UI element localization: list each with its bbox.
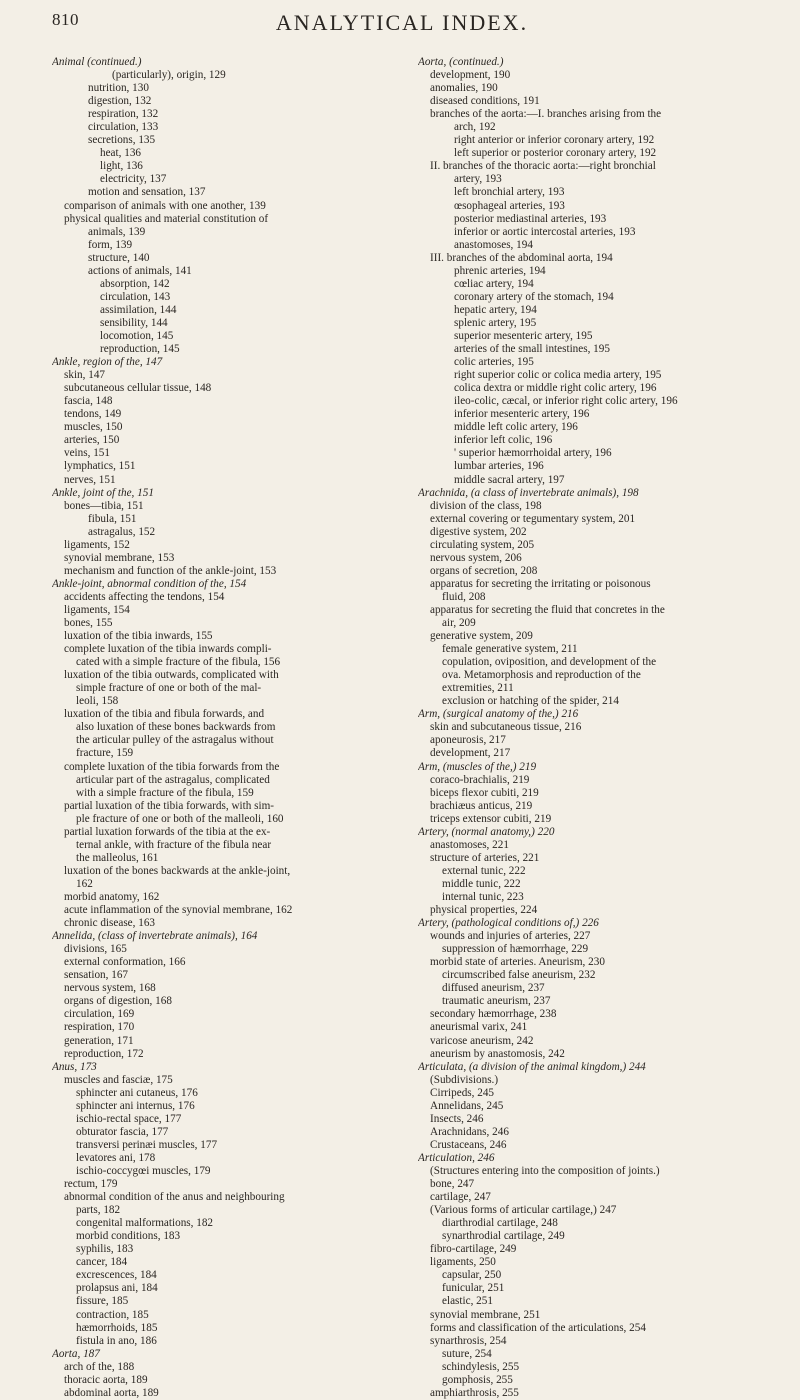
index-entry: fluid, 208 bbox=[442, 590, 486, 603]
index-entry: III. branches of the abdominal aorta, 194 bbox=[430, 251, 613, 264]
index-entry: absorption, 142 bbox=[100, 277, 170, 290]
index-entry: cœliac artery, 194 bbox=[454, 277, 534, 290]
index-entry: circulation, 133 bbox=[88, 121, 159, 134]
index-entry: sensation, 167 bbox=[64, 969, 129, 982]
index-entry: accidents affecting the tendons, 154 bbox=[64, 590, 225, 603]
index-entry: rectum, 179 bbox=[64, 1178, 118, 1191]
index-entry: suppression of hæmorrhage, 229 bbox=[442, 943, 589, 956]
index-entry: mechanism and function of the ankle-joint, 153 bbox=[64, 564, 277, 577]
index-entry: synarthrodial cartilage, 249 bbox=[442, 1230, 565, 1243]
index-entry: circulation, 143 bbox=[100, 290, 171, 303]
index-entry: muscles and fasciæ, 175 bbox=[64, 1073, 173, 1086]
index-entry: biceps flexor cubiti, 219 bbox=[430, 786, 539, 799]
index-entry: middle left colic artery, 196 bbox=[454, 421, 578, 434]
index-entry: syphilis, 183 bbox=[76, 1243, 134, 1256]
index-entry: female generative system, 211 bbox=[442, 643, 578, 656]
index-entry: lymphatics, 151 bbox=[64, 460, 136, 473]
index-entry: congenital malformations, 182 bbox=[76, 1217, 214, 1230]
index-entry: physical qualities and material constitution of bbox=[64, 212, 269, 225]
index-entry: fibro-cartilage, 249 bbox=[430, 1243, 517, 1256]
index-entry: sphincter ani cutaneus, 176 bbox=[76, 1086, 198, 1099]
index-entry: muscles, 150 bbox=[64, 421, 123, 434]
index-entry: parts, 182 bbox=[76, 1204, 121, 1217]
index-entry: triceps extensor cubiti, 219 bbox=[430, 812, 552, 825]
index-entry: lumbar arteries, 196 bbox=[454, 460, 544, 473]
index-entry: hepatic artery, 194 bbox=[454, 303, 537, 316]
index-entry: morbid conditions, 183 bbox=[76, 1230, 181, 1243]
index-entry: suture, 254 bbox=[442, 1347, 492, 1360]
index-heading: Ankle, joint of the, 151 bbox=[52, 486, 154, 499]
index-entry: gomphosis, 255 bbox=[442, 1373, 513, 1386]
index-entry: Annelidans, 245 bbox=[430, 1099, 504, 1112]
index-entry: anastomoses, 221 bbox=[430, 838, 509, 851]
index-entry: circulation, 169 bbox=[64, 1008, 135, 1021]
index-entry: complete luxation of the tibia inwards compli- bbox=[64, 643, 272, 656]
index-entry: sphincter ani internus, 176 bbox=[76, 1099, 195, 1112]
index-entry: splenic artery, 195 bbox=[454, 316, 537, 329]
index-entry: air, 209 bbox=[442, 617, 476, 630]
index-entry: leoli, 158 bbox=[76, 695, 119, 708]
index-entry: varicose aneurism, 242 bbox=[430, 1034, 534, 1047]
index-entry: Arachnidans, 246 bbox=[430, 1125, 509, 1138]
index-entry: artery, 193 bbox=[454, 173, 502, 186]
index-entry: phrenic arteries, 194 bbox=[454, 264, 546, 277]
index-entry: apparatus for secreting the fluid that concretes in the bbox=[430, 603, 665, 616]
index-heading: Articulata, (a division of the animal kingdom,) 244 bbox=[418, 1060, 646, 1073]
index-entry: sensibility, 144 bbox=[100, 316, 168, 329]
index-entry: (Structures entering into the composition of joints.) bbox=[430, 1164, 660, 1177]
index-entry: superior mesenteric artery, 195 bbox=[454, 329, 593, 342]
index-entry: capsular, 250 bbox=[442, 1269, 502, 1282]
index-entry: Insects, 246 bbox=[430, 1112, 484, 1125]
index-entry: motion and sensation, 137 bbox=[88, 186, 206, 199]
index-column-right bbox=[418, 56, 788, 1400]
index-entry: arteries, 150 bbox=[64, 434, 120, 447]
index-entry: prolapsus ani, 184 bbox=[76, 1282, 158, 1295]
index-entry: traumatic aneurism, 237 bbox=[442, 995, 551, 1008]
index-entry: extremities, 211 bbox=[442, 682, 514, 695]
index-heading: Artery, (normal anatomy,) 220 bbox=[418, 825, 555, 838]
index-entry: synovial membrane, 153 bbox=[64, 551, 175, 564]
index-entry: synarthrosis, 254 bbox=[430, 1334, 507, 1347]
index-entry: inferior left colic, 196 bbox=[454, 434, 553, 447]
index-entry: heat, 136 bbox=[100, 147, 142, 160]
index-entry: fascia, 148 bbox=[64, 395, 113, 408]
index-heading: Ankle, region of the, 147 bbox=[52, 356, 163, 369]
index-entry: levatores ani, 178 bbox=[76, 1151, 156, 1164]
index-entry: diseased conditions, 191 bbox=[430, 95, 540, 108]
index-entry: posterior mediastinal arteries, 193 bbox=[454, 212, 607, 225]
index-entry: structure of arteries, 221 bbox=[430, 851, 540, 864]
index-entry: divisions, 165 bbox=[64, 943, 127, 956]
index-entry: tendons, 149 bbox=[64, 408, 122, 421]
index-entry: subcutaneous cellular tissue, 148 bbox=[64, 382, 212, 395]
index-column-left bbox=[52, 56, 422, 1400]
index-entry: assimilation, 144 bbox=[100, 303, 177, 316]
index-entry: wounds and injuries of arteries, 227 bbox=[430, 930, 591, 943]
index-entry: anomalies, 190 bbox=[430, 82, 498, 95]
index-entry: funicular, 251 bbox=[442, 1282, 505, 1295]
index-entry: aneurism by anastomosis, 242 bbox=[430, 1047, 565, 1060]
index-entry: acute inflammation of the synovial membrane, 162 bbox=[64, 904, 293, 917]
index-entry: nerves, 151 bbox=[64, 473, 116, 486]
index-entry: respiration, 170 bbox=[64, 1021, 135, 1034]
index-entry: coraco-brachialis, 219 bbox=[430, 773, 530, 786]
page-title: ANALYTICAL INDEX. bbox=[275, 10, 529, 35]
index-entry: comparison of animals with one another, 139 bbox=[64, 199, 266, 212]
index-entry: simple fracture of one or both of the mal- bbox=[76, 682, 262, 695]
index-entry: fibula, 151 bbox=[88, 512, 137, 525]
index-entry: nervous system, 206 bbox=[430, 551, 522, 564]
index-entry: left bronchial artery, 193 bbox=[454, 186, 565, 199]
index-entry: cated with a simple fracture of the fibula, 156 bbox=[76, 656, 281, 669]
index-entry: luxation of the tibia and fibula forwards, and bbox=[64, 708, 265, 721]
index-heading: Annelida, (class of invertebrate animals), 164 bbox=[52, 930, 258, 943]
index-entry: animals, 139 bbox=[88, 225, 146, 238]
index-entry: copulation, oviposition, and development of the bbox=[442, 656, 657, 669]
index-entry: diffused aneurism, 237 bbox=[442, 982, 545, 995]
index-entry: inferior or aortic intercostal arteries, 193 bbox=[454, 225, 636, 238]
index-heading: Ankle-joint, abnormal condition of the, 154 bbox=[52, 577, 247, 590]
index-entry: right superior colic or colica media artery, 195 bbox=[454, 369, 662, 382]
index-entry: bones—tibia, 151 bbox=[64, 499, 144, 512]
page-number: 810 bbox=[52, 10, 79, 29]
index-entry: cartilage, 247 bbox=[430, 1191, 491, 1204]
index-entry: middle tunic, 222 bbox=[442, 877, 521, 890]
index-heading: Arachnida, (a class of invertebrate animals), 198 bbox=[418, 486, 639, 499]
index-entry: astragalus, 152 bbox=[88, 525, 156, 538]
index-entry: anastomoses, 194 bbox=[454, 238, 533, 251]
index-entry: secretions, 135 bbox=[88, 134, 156, 147]
index-entry: branches of the aorta:—I. branches arising from the bbox=[430, 108, 662, 121]
index-entry: development, 190 bbox=[430, 69, 511, 82]
index-entry: arteries of the small intestines, 195 bbox=[454, 343, 610, 356]
index-entry: ischio-rectal space, 177 bbox=[76, 1112, 182, 1125]
index-entry: aneurismal varix, 241 bbox=[430, 1021, 528, 1034]
index-entry: locomotion, 145 bbox=[100, 329, 174, 342]
index-entry: cancer, 184 bbox=[76, 1256, 128, 1269]
index-entry: luxation of the tibia outwards, complicated with bbox=[64, 669, 279, 682]
page-header bbox=[52, 10, 752, 50]
index-entry: Cirripeds, 245 bbox=[430, 1086, 495, 1099]
index-entry: generation, 171 bbox=[64, 1034, 134, 1047]
index-entry: coronary artery of the stomach, 194 bbox=[454, 290, 614, 303]
index-entry: exclusion or hatching of the spider, 214 bbox=[442, 695, 619, 708]
index-entry: fistula in ano, 186 bbox=[76, 1334, 157, 1347]
index-entry: diarthrodial cartilage, 248 bbox=[442, 1217, 558, 1230]
index-entry: nutrition, 130 bbox=[88, 82, 149, 95]
index-heading: Articulation, 246 bbox=[418, 1151, 495, 1164]
index-entry: amphiarthrosis, 255 bbox=[430, 1386, 519, 1399]
index-entry: hæmorrhoids, 185 bbox=[76, 1321, 158, 1334]
index-entry: ple fracture of one or both of the malleoli, 160 bbox=[76, 812, 284, 825]
index-entry: (Subdivisions.) bbox=[430, 1073, 499, 1086]
index-entry: actions of animals, 141 bbox=[88, 264, 192, 277]
index-entry: obturator fascia, 177 bbox=[76, 1125, 169, 1138]
index-entry: œsophageal arteries, 193 bbox=[454, 199, 565, 212]
index-entry: transversi perinæi muscles, 177 bbox=[76, 1138, 218, 1151]
index-entry: form, 139 bbox=[88, 238, 133, 251]
index-entry: chronic disease, 163 bbox=[64, 917, 156, 930]
index-entry: apparatus for secreting the irritating or poisonous bbox=[430, 577, 651, 590]
index-entry: (particularly), origin, 129 bbox=[112, 69, 226, 82]
index-entry: arch of the, 188 bbox=[64, 1360, 135, 1373]
index-entry: organs of secretion, 208 bbox=[430, 564, 538, 577]
index-entry: partial luxation of the tibia forwards, with sim- bbox=[64, 799, 275, 812]
index-entry: light, 136 bbox=[100, 160, 143, 173]
index-heading: Artery, (pathological conditions of,) 226 bbox=[418, 917, 599, 930]
index-entry: circumscribed false aneurism, 232 bbox=[442, 969, 596, 982]
index-heading: Animal (continued.) bbox=[52, 56, 142, 68]
index-entry: skin and subcutaneous tissue, 216 bbox=[430, 721, 582, 734]
index-entry: arch, 192 bbox=[454, 121, 496, 134]
index-entry: inferior mesenteric artery, 196 bbox=[454, 408, 590, 421]
index-entry: external conformation, 166 bbox=[64, 956, 186, 969]
index-entry: the malleolus, 161 bbox=[76, 851, 159, 864]
index-entry: generative system, 209 bbox=[430, 630, 533, 643]
index-entry: development, 217 bbox=[430, 747, 511, 760]
index-entry: ternal ankle, with fracture of the fibula near bbox=[76, 838, 272, 851]
index-entry: physical properties, 224 bbox=[430, 904, 538, 917]
index-entry: circulating system, 205 bbox=[430, 538, 535, 551]
index-entry: thoracic aorta, 189 bbox=[64, 1373, 148, 1386]
index-entry: middle sacral artery, 197 bbox=[454, 473, 565, 486]
index-entry: skin, 147 bbox=[64, 369, 106, 382]
index-entry: left superior or posterior coronary artery, 192 bbox=[454, 147, 657, 160]
index-entry: partial luxation forwards of the tibia at the ex- bbox=[64, 825, 271, 838]
index-entry: elastic, 251 bbox=[442, 1295, 493, 1308]
index-entry: brachiæus anticus, 219 bbox=[430, 799, 533, 812]
index-heading: Aorta, (continued.) bbox=[418, 56, 504, 68]
index-entry: colica dextra or middle right colic artery, 196 bbox=[454, 382, 657, 395]
index-entry: fissure, 185 bbox=[76, 1295, 129, 1308]
index-entry: ileo-colic, cæcal, or inferior right colic artery, 196 bbox=[454, 395, 678, 408]
index-entry: forms and classification of the articulations, 254 bbox=[430, 1321, 646, 1334]
index-entry: luxation of the bones backwards at the ankle-joint, bbox=[64, 864, 291, 877]
index-entry: morbid state of arteries. Aneurism, 230 bbox=[430, 956, 605, 969]
index-entry: aponeurosis, 217 bbox=[430, 734, 506, 747]
index-entry: fracture, 159 bbox=[76, 747, 134, 760]
index-entry: also luxation of these bones backwards from bbox=[76, 721, 276, 734]
index-entry: veins, 151 bbox=[64, 447, 110, 460]
index-entry: synovial membrane, 251 bbox=[430, 1308, 541, 1321]
index-entry: schindylesis, 255 bbox=[442, 1360, 520, 1373]
index-entry: abdominal aorta, 189 bbox=[64, 1386, 159, 1399]
index-entry: ' superior hæmorrhoidal artery, 196 bbox=[454, 447, 612, 460]
index-entry: ova. Metamorphosis and reproduction of the bbox=[442, 669, 641, 682]
index-entry: articular part of the astragalus, complicated bbox=[76, 773, 270, 786]
index-entry: reproduction, 172 bbox=[64, 1047, 144, 1060]
index-entry: digestive system, 202 bbox=[430, 525, 527, 538]
index-entry: structure, 140 bbox=[88, 251, 150, 264]
index-entry: ischio-coccygœi muscles, 179 bbox=[76, 1164, 211, 1177]
index-entry: the articular pulley of the astragalus without bbox=[76, 734, 274, 747]
index-entry: nervous system, 168 bbox=[64, 982, 156, 995]
index-entry: digestion, 132 bbox=[88, 95, 152, 108]
index-entry: external covering or tegumentary system, 201 bbox=[430, 512, 636, 525]
index-heading: Anus, 173 bbox=[52, 1060, 97, 1073]
index-entry: contraction, 185 bbox=[76, 1308, 149, 1321]
index-entry: reproduction, 145 bbox=[100, 343, 180, 356]
index-entry: abnormal condition of the anus and neighbouring bbox=[64, 1191, 285, 1204]
index-heading: Arm, (muscles of the,) 219 bbox=[418, 760, 537, 773]
index-entry: division of the class, 198 bbox=[430, 499, 542, 512]
index-entry: excrescences, 184 bbox=[76, 1269, 157, 1282]
index-heading: Aorta, 187 bbox=[52, 1347, 100, 1360]
index-heading: Arm, (surgical anatomy of the,) 216 bbox=[418, 708, 579, 721]
index-entry: internal tunic, 223 bbox=[442, 891, 524, 903]
index-entry: respiration, 132 bbox=[88, 108, 159, 121]
index-entry: II. branches of the thoracic aorta:—right bronchial bbox=[430, 160, 656, 173]
index-entry: ligaments, 152 bbox=[64, 538, 130, 551]
index-entry: bone, 247 bbox=[430, 1178, 475, 1191]
index-entry: (Various forms of articular cartilage,) 247 bbox=[430, 1204, 617, 1217]
index-entry: organs of digestion, 168 bbox=[64, 995, 172, 1008]
index-entry: ligaments, 154 bbox=[64, 603, 130, 616]
index-entry: colic arteries, 195 bbox=[454, 356, 534, 369]
index-entry: bones, 155 bbox=[64, 617, 113, 630]
index-entry: complete luxation of the tibia forwards from the bbox=[64, 760, 280, 773]
index-entry: ligaments, 250 bbox=[430, 1256, 496, 1269]
index-entry: electricity, 137 bbox=[100, 173, 167, 186]
index-entry: secondary hæmorrhage, 238 bbox=[430, 1008, 557, 1021]
index-entry: Crustaceans, 246 bbox=[430, 1138, 507, 1151]
index-entry: morbid anatomy, 162 bbox=[64, 891, 160, 903]
index-entry: external tunic, 222 bbox=[442, 864, 526, 877]
index-entry: luxation of the tibia inwards, 155 bbox=[64, 630, 213, 643]
index-entry: with a simple fracture of the fibula, 159 bbox=[76, 786, 254, 799]
index-entry: 162 bbox=[76, 877, 93, 890]
index-entry: right anterior or inferior coronary artery, 192 bbox=[454, 134, 655, 147]
